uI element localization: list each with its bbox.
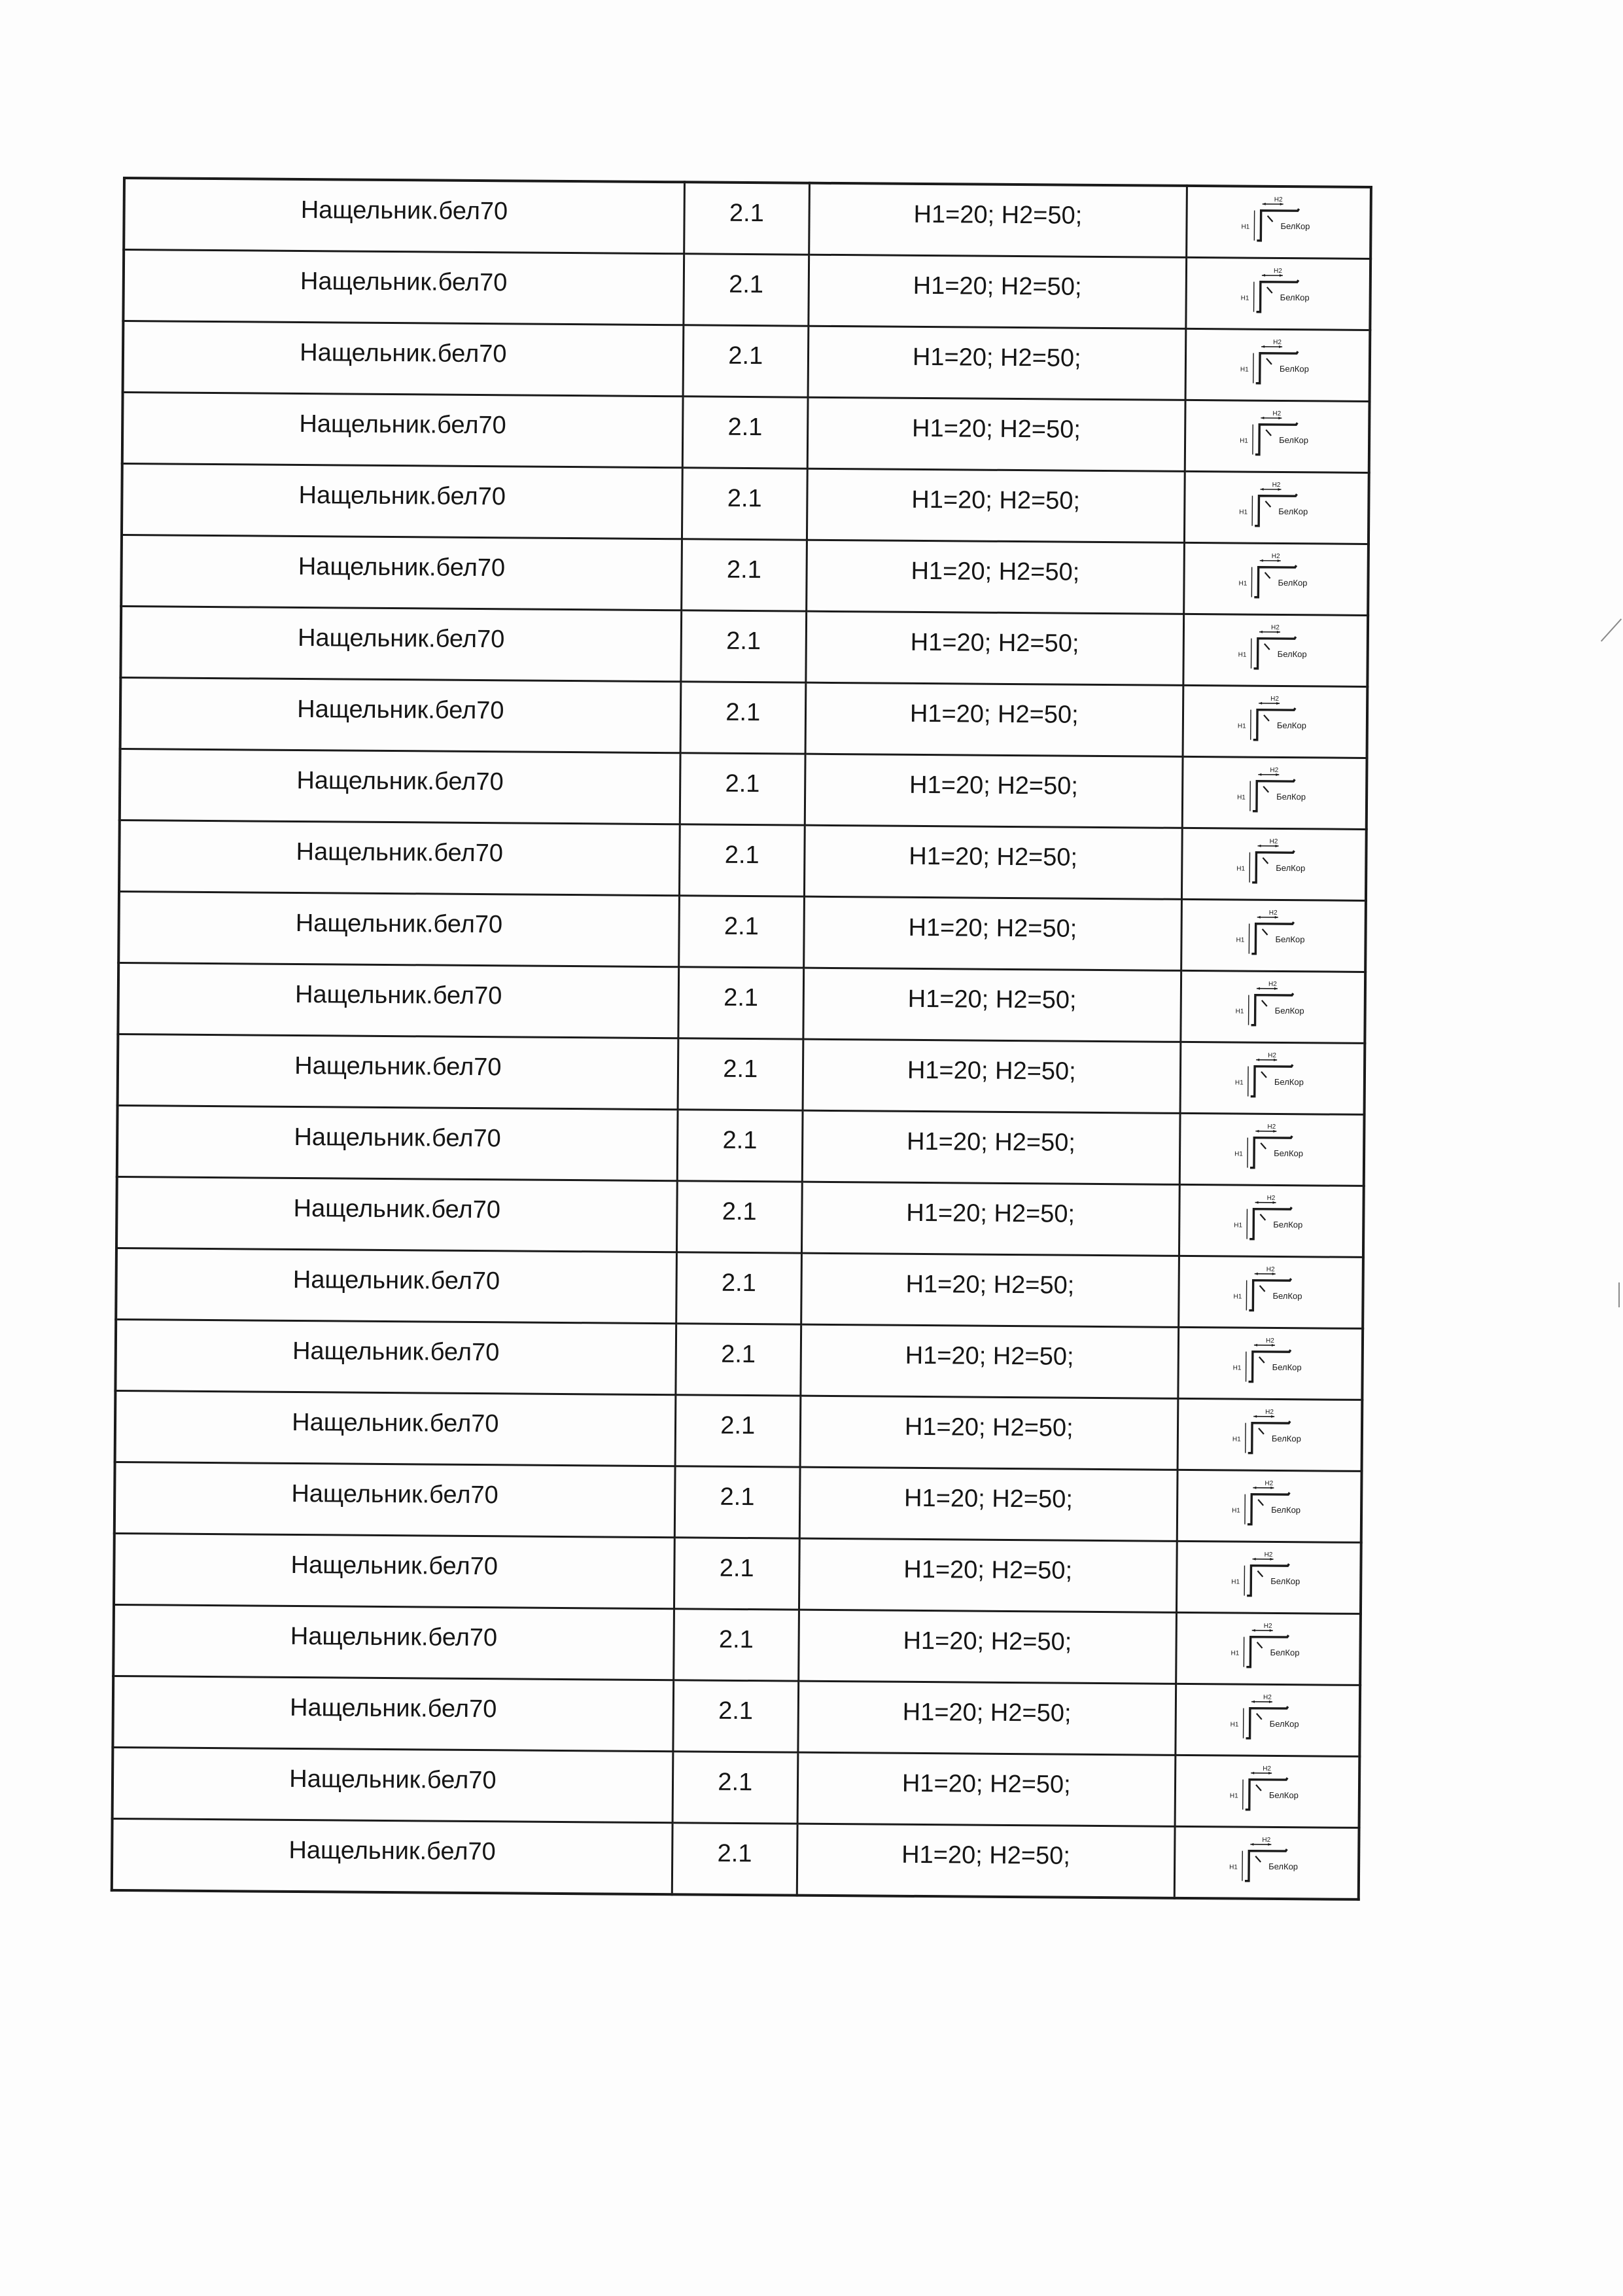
table-row <box>120 749 1367 829</box>
product-code: 2.1 <box>727 484 762 512</box>
params-cell <box>807 397 1185 471</box>
product-params: H1=20; H2=50; <box>907 985 1077 1014</box>
h1-label: H1 <box>1229 1863 1238 1871</box>
product-code: 2.1 <box>720 1411 756 1439</box>
product-code: 2.1 <box>725 769 760 798</box>
product-params: H1=20; H2=50; <box>901 1769 1071 1799</box>
spec-table <box>111 177 1372 1901</box>
logo-text: БелКор <box>1277 648 1307 660</box>
params-cell <box>807 468 1185 542</box>
product-name: Нащельник.бел70 <box>297 624 505 653</box>
table-row <box>123 250 1370 330</box>
table-row <box>124 178 1371 258</box>
product-code: 2.1 <box>727 413 763 441</box>
name-cell <box>120 749 680 824</box>
profile-drawing-icon <box>1218 1688 1317 1752</box>
name-cell <box>116 1248 676 1323</box>
table-row <box>112 1818 1359 1899</box>
product-params: H1=20; H2=50; <box>908 913 1077 943</box>
drawing-cell <box>1178 1256 1363 1328</box>
params-cell <box>809 183 1187 258</box>
h2-label: H2 <box>1265 1479 1274 1487</box>
product-name: Нащельник.бел70 <box>292 1408 499 1438</box>
params-cell <box>801 1324 1179 1398</box>
product-code: 2.1 <box>722 1126 758 1154</box>
drawing-cell <box>1186 257 1371 330</box>
logo-text: БелКор <box>1272 1362 1302 1373</box>
name-cell <box>118 963 678 1038</box>
code-cell <box>676 1324 801 1396</box>
name-cell <box>113 1604 674 1680</box>
name-cell <box>122 464 682 539</box>
table-row <box>120 677 1368 758</box>
h2-label: H2 <box>1265 1337 1274 1345</box>
table-row <box>114 1533 1361 1614</box>
name-cell <box>113 1676 673 1751</box>
logo-text: БелКор <box>1278 577 1308 588</box>
table-row <box>118 963 1365 1043</box>
product-name: Нащельник.бел70 <box>295 909 503 938</box>
code-cell <box>681 610 807 682</box>
params-cell <box>799 1610 1177 1684</box>
product-code: 2.1 <box>721 1269 756 1297</box>
name-cell <box>115 1390 676 1466</box>
product-name: Нащельник.бел70 <box>290 1622 498 1651</box>
product-name: Нащельник.бел70 <box>296 766 504 796</box>
logo-text: БелКор <box>1272 1290 1302 1301</box>
product-code: 2.1 <box>724 841 759 869</box>
logo-text: БелКор <box>1271 1433 1301 1444</box>
h1-label: H1 <box>1235 1008 1244 1016</box>
product-params: H1=20; H2=50; <box>909 842 1078 872</box>
params-cell <box>806 611 1184 685</box>
params-cell <box>797 1824 1175 1898</box>
code-cell <box>684 182 809 255</box>
drawing-cell <box>1182 756 1367 829</box>
logo-text: БелКор <box>1270 1576 1300 1587</box>
table-row <box>114 1462 1362 1542</box>
h1-label: H1 <box>1230 1721 1239 1729</box>
name-cell <box>120 677 681 752</box>
h2-label: H2 <box>1265 1408 1274 1416</box>
product-code: 2.1 <box>728 342 763 370</box>
drawing-cell <box>1175 1755 1360 1828</box>
params-cell <box>804 825 1182 899</box>
name-cell <box>119 820 680 895</box>
code-cell <box>682 468 807 540</box>
table-row <box>118 1034 1365 1114</box>
params-cell <box>798 1681 1176 1755</box>
params-cell <box>805 682 1183 756</box>
params-cell <box>803 968 1181 1042</box>
h2-label: H2 <box>1263 1693 1272 1701</box>
h2-label: H2 <box>1267 1123 1276 1131</box>
name-cell <box>120 606 681 681</box>
profile-drawing-icon <box>1223 1118 1321 1181</box>
drawing-cell <box>1183 614 1369 686</box>
product-code: 2.1 <box>723 1055 758 1083</box>
profile-drawing-icon <box>1228 404 1327 468</box>
h1-label: H1 <box>1230 1650 1240 1657</box>
logo-text: БелКор <box>1273 1148 1303 1159</box>
product-params: H1=20; H2=50; <box>903 1627 1072 1656</box>
logo-text: БелКор <box>1270 1504 1300 1515</box>
h2-label: H2 <box>1271 552 1280 560</box>
scan-mark <box>1618 1282 1620 1307</box>
h1-label: H1 <box>1238 580 1248 588</box>
product-name: Нащельник.бел70 <box>292 1337 500 1366</box>
product-code: 2.1 <box>722 1197 757 1226</box>
code-cell <box>684 254 809 326</box>
h2-label: H2 <box>1273 267 1282 275</box>
profile-drawing-icon <box>1224 904 1323 967</box>
product-code: 2.1 <box>721 1340 756 1368</box>
logo-text: БелКор <box>1276 720 1306 731</box>
h2-label: H2 <box>1272 410 1282 417</box>
profile-drawing-icon <box>1219 1617 1318 1680</box>
profile-drawing-icon <box>1220 1403 1319 1466</box>
product-code: 2.1 <box>720 1483 755 1511</box>
product-name: Нащельник.бел70 <box>300 338 507 368</box>
code-cell <box>673 1680 799 1752</box>
name-cell <box>116 1176 677 1252</box>
drawing-cell <box>1181 828 1367 900</box>
product-params: H1=20; H2=50; <box>909 699 1079 729</box>
product-name: Нащельник.бел70 <box>294 1051 502 1081</box>
code-cell <box>681 539 807 611</box>
code-cell <box>674 1466 800 1538</box>
product-params: H1=20; H2=50; <box>903 1484 1073 1513</box>
params-cell <box>807 540 1185 614</box>
table-row <box>121 535 1369 615</box>
code-cell <box>678 1038 803 1110</box>
profile-drawing-icon <box>1220 1474 1319 1538</box>
drawing-cell <box>1180 1042 1365 1114</box>
drawing-cell <box>1176 1612 1361 1685</box>
product-name: Нащельник.бел70 <box>300 196 508 225</box>
name-cell <box>118 891 679 966</box>
name-cell <box>113 1747 673 1822</box>
drawing-cell <box>1179 1113 1365 1186</box>
logo-text: БелКор <box>1273 1219 1303 1230</box>
table-row <box>119 820 1367 900</box>
product-name: Нащельник.бел70 <box>298 481 506 510</box>
params-cell <box>799 1538 1177 1612</box>
product-code: 2.1 <box>717 1839 752 1867</box>
params-cell <box>799 1467 1178 1541</box>
product-params: H1=20; H2=50; <box>913 200 1083 230</box>
logo-text: БелКор <box>1268 1790 1299 1801</box>
h1-label: H1 <box>1234 1222 1242 1229</box>
product-params: H1=20; H2=50; <box>903 1555 1073 1585</box>
h2-label: H2 <box>1270 766 1279 774</box>
logo-text: БелКор <box>1275 934 1305 945</box>
h2-label: H2 <box>1263 1765 1271 1773</box>
name-cell <box>122 393 683 468</box>
logo-text: БелКор <box>1274 1005 1304 1016</box>
product-params: H1=20; H2=50; <box>902 1698 1072 1727</box>
profile-drawing-icon <box>1219 1545 1318 1609</box>
h2-label: H2 <box>1264 1551 1273 1559</box>
product-params: H1=20; H2=50; <box>913 272 1082 301</box>
logo-text: БелКор <box>1278 506 1308 517</box>
table-row <box>122 393 1370 473</box>
h1-label: H1 <box>1237 722 1246 730</box>
product-name: Нащельник.бел70 <box>297 695 504 724</box>
h2-label: H2 <box>1270 624 1280 631</box>
drawing-cell <box>1178 1327 1363 1400</box>
profile-drawing-icon <box>1222 1189 1321 1252</box>
h2-label: H2 <box>1268 1051 1276 1059</box>
drawing-cell <box>1183 542 1369 615</box>
h1-label: H1 <box>1241 223 1250 231</box>
h1-label: H1 <box>1232 1436 1241 1443</box>
profile-drawing-icon <box>1217 1759 1316 1823</box>
h2-label: H2 <box>1270 695 1279 703</box>
product-params: H1=20; H2=50; <box>911 414 1081 444</box>
h1-label: H1 <box>1231 1507 1240 1515</box>
h1-label: H1 <box>1240 366 1249 374</box>
drawing-cell <box>1181 970 1366 1043</box>
name-cell <box>115 1319 676 1394</box>
h2-label: H2 <box>1268 909 1278 917</box>
product-code: 2.1 <box>718 1697 754 1725</box>
logo-text: БелКор <box>1269 1718 1299 1729</box>
code-cell <box>680 753 805 825</box>
params-cell <box>805 754 1183 828</box>
name-cell <box>123 250 684 325</box>
profile-drawing-icon <box>1221 1260 1320 1324</box>
h1-label: H1 <box>1233 1293 1242 1301</box>
params-cell <box>808 326 1186 400</box>
product-name: Нащельник.бел70 <box>294 1123 501 1152</box>
h1-label: H1 <box>1236 794 1246 802</box>
table-body <box>112 178 1371 1899</box>
h2-label: H2 <box>1269 838 1278 845</box>
name-cell <box>118 1034 678 1109</box>
table-row <box>117 1105 1365 1186</box>
profile-drawing-icon <box>1229 190 1328 254</box>
product-code: 2.1 <box>726 627 761 655</box>
product-name: Нащельник.бел70 <box>298 552 506 582</box>
product-params: H1=20; H2=50; <box>901 1841 1071 1870</box>
product-code: 2.1 <box>729 270 764 298</box>
params-cell <box>803 1039 1181 1113</box>
product-params: H1=20; H2=50; <box>905 1270 1075 1299</box>
code-cell <box>683 325 809 397</box>
product-name: Нащельник.бел70 <box>296 838 504 867</box>
code-cell <box>680 682 806 754</box>
table-row <box>120 606 1368 686</box>
name-cell <box>117 1105 678 1180</box>
drawing-cell <box>1179 1184 1364 1257</box>
name-cell <box>112 1818 672 1894</box>
code-cell <box>672 1823 797 1896</box>
h2-label: H2 <box>1263 1622 1272 1630</box>
drawing-cell <box>1185 400 1370 472</box>
profile-drawing-icon <box>1227 476 1326 539</box>
product-params: H1=20; H2=50; <box>907 1056 1076 1086</box>
product-code: 2.1 <box>724 912 759 940</box>
drawing-cell <box>1177 1470 1362 1542</box>
logo-text: БелКор <box>1280 292 1310 303</box>
product-params: H1=20; H2=50; <box>911 557 1080 586</box>
h2-label: H2 <box>1262 1836 1271 1844</box>
params-cell <box>809 255 1187 328</box>
product-code: 2.1 <box>718 1625 754 1653</box>
drawing-cell <box>1178 1398 1363 1471</box>
h1-label: H1 <box>1229 1792 1238 1800</box>
name-cell <box>123 321 684 397</box>
table-row <box>118 891 1366 972</box>
product-name: Нащельник.бел70 <box>300 267 508 296</box>
profile-drawing-icon <box>1225 761 1324 824</box>
profile-drawing-icon <box>1227 547 1325 610</box>
h2-label: H2 <box>1272 481 1281 489</box>
profile-drawing-icon <box>1229 262 1327 325</box>
table-row <box>123 321 1370 402</box>
product-name: Нащельник.бел70 <box>299 410 506 439</box>
drawing-cell <box>1185 328 1370 401</box>
logo-text: БелКор <box>1276 791 1306 802</box>
name-cell <box>124 178 684 254</box>
name-cell <box>114 1462 675 1537</box>
h1-label: H1 <box>1234 1079 1244 1087</box>
product-code: 2.1 <box>726 556 761 584</box>
h1-label: H1 <box>1231 1578 1240 1586</box>
code-cell <box>675 1395 801 1467</box>
product-code: 2.1 <box>718 1768 753 1796</box>
h1-label: H1 <box>1238 651 1247 659</box>
drawing-cell <box>1186 186 1371 259</box>
product-name: Нащельник.бел70 <box>292 1265 500 1295</box>
code-cell <box>674 1538 799 1610</box>
product-name: Нащельник.бел70 <box>294 980 502 1010</box>
logo-text: БелКор <box>1279 363 1309 374</box>
product-name: Нащельник.бел70 <box>290 1551 498 1580</box>
drawing-cell <box>1174 1826 1359 1899</box>
profile-drawing-icon <box>1221 1332 1319 1395</box>
table-row <box>115 1319 1363 1400</box>
drawing-cell <box>1176 1541 1361 1614</box>
product-name: Нащельник.бел70 <box>289 1693 497 1723</box>
table-row <box>116 1248 1363 1328</box>
code-cell <box>678 896 804 968</box>
product-params: H1=20; H2=50; <box>906 1199 1075 1228</box>
table-row <box>115 1390 1363 1471</box>
code-cell <box>682 397 808 468</box>
name-cell <box>121 535 682 610</box>
h2-label: H2 <box>1266 1265 1275 1273</box>
logo-text: БелКор <box>1278 434 1308 446</box>
product-name: Нащельник.бел70 <box>293 1194 501 1224</box>
profile-drawing-icon <box>1226 618 1325 682</box>
product-params: H1=20; H2=50; <box>906 1127 1076 1157</box>
code-cell <box>679 824 805 896</box>
logo-text: БелКор <box>1276 862 1306 874</box>
product-params: H1=20; H2=50; <box>909 771 1079 800</box>
params-cell <box>797 1752 1176 1826</box>
code-cell <box>678 967 804 1039</box>
profile-drawing-icon <box>1217 1831 1316 1894</box>
drawing-cell <box>1183 685 1368 758</box>
h1-label: H1 <box>1236 865 1245 873</box>
code-cell <box>673 1609 799 1681</box>
drawing-cell <box>1176 1684 1361 1756</box>
logo-text: БелКор <box>1270 1647 1300 1658</box>
h2-label: H2 <box>1274 196 1283 203</box>
product-code: 2.1 <box>725 698 761 726</box>
h1-label: H1 <box>1240 294 1249 302</box>
params-cell <box>802 1110 1180 1184</box>
profile-drawing-icon <box>1225 690 1324 753</box>
product-params: H1=20; H2=50; <box>912 343 1081 372</box>
h2-label: H2 <box>1268 980 1277 988</box>
product-name: Нащельник.бел70 <box>289 1765 497 1794</box>
code-cell <box>676 1181 802 1253</box>
h2-label: H2 <box>1273 338 1282 346</box>
code-cell <box>677 1110 803 1182</box>
table-row <box>113 1747 1360 1828</box>
product-code: 2.1 <box>719 1554 754 1582</box>
product-params: H1=20; H2=50; <box>911 486 1081 515</box>
h2-label: H2 <box>1266 1194 1276 1202</box>
table-row <box>113 1676 1360 1756</box>
product-code: 2.1 <box>729 199 764 227</box>
logo-text: БелКор <box>1274 1076 1304 1087</box>
h1-label: H1 <box>1234 1150 1243 1158</box>
drawing-cell <box>1184 471 1369 544</box>
h1-label: H1 <box>1239 437 1248 445</box>
product-code: 2.1 <box>724 983 759 1012</box>
product-params: H1=20; H2=50; <box>905 1341 1074 1371</box>
h1-label: H1 <box>1239 508 1248 516</box>
params-cell <box>801 1182 1179 1256</box>
table-row <box>116 1176 1364 1257</box>
table-row <box>113 1604 1361 1685</box>
profile-drawing-icon <box>1225 832 1323 896</box>
h1-label: H1 <box>1232 1364 1242 1372</box>
code-cell <box>676 1252 801 1324</box>
profile-drawing-icon <box>1228 333 1327 397</box>
product-name: Нащельник.бел70 <box>288 1836 496 1865</box>
profile-drawing-icon <box>1223 1046 1321 1110</box>
profile-drawing-icon <box>1223 975 1322 1038</box>
product-params: H1=20; H2=50; <box>904 1413 1073 1442</box>
h1-label: H1 <box>1236 936 1245 944</box>
params-cell <box>804 896 1182 970</box>
logo-text: БелКор <box>1268 1861 1298 1872</box>
table-row <box>122 464 1369 544</box>
product-params: H1=20; H2=50; <box>910 628 1079 658</box>
code-cell <box>672 1752 798 1824</box>
scan-mark <box>1601 618 1622 642</box>
name-cell <box>114 1533 674 1608</box>
product-name: Нащельник.бел70 <box>291 1479 498 1509</box>
params-cell <box>800 1396 1178 1470</box>
drawing-cell <box>1181 899 1366 972</box>
logo-text: БелКор <box>1280 221 1310 232</box>
params-cell <box>801 1253 1179 1327</box>
